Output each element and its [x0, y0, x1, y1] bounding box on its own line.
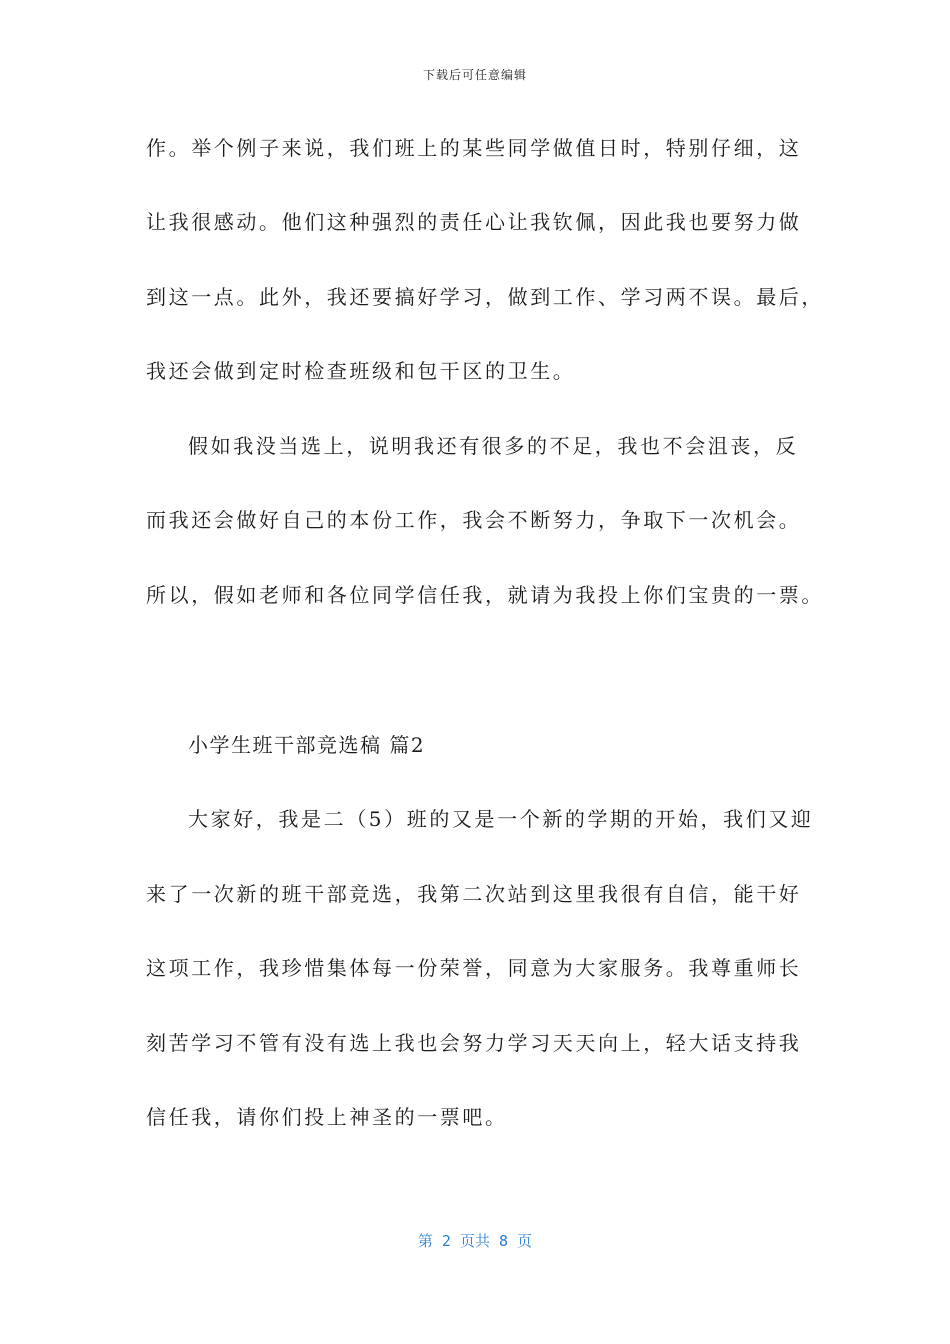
- section-heading: 小学生班干部竞选稿 篇2: [188, 733, 426, 757]
- body-line-2: 让我很感动。他们这种强烈的责任心让我钦佩，因此我也要努力做: [146, 210, 802, 234]
- body-line-6: 而我还会做好自己的本份工作，我会不断努力，争取下一次机会。: [146, 508, 802, 532]
- body-line-13: 信任我，请你们投上神圣的一票吧。: [146, 1105, 508, 1129]
- body-line-9: 大家好，我是二（5）班的又是一个新的学期的开始，我们又迎: [188, 807, 814, 831]
- body-line-3: 到这一点。此外，我还要搞好学习，做到工作、学习两不误。最后，: [146, 285, 824, 309]
- body-line-11: 这项工作，我珍惜集体每一份荣誉，同意为大家服务。我尊重师长: [146, 956, 802, 980]
- page-footer: 第 2 页共 8 页: [417, 1232, 533, 1250]
- body-line-5: 假如我没当选上，说明我还有很多的不足，我也不会沮丧，反: [188, 434, 799, 458]
- body-line-10: 来了一次新的班干部竞选，我第二次站到这里我很有自信，能干好: [146, 882, 802, 906]
- body-line-4: 我还会做到定时检查班级和包干区的卫生。: [146, 359, 576, 383]
- body-line-1: 作。举个例子来说，我们班上的某些同学做值日时，特别仔细，这: [146, 136, 802, 160]
- body-line-7: 所以，假如老师和各位同学信任我，就请为我投上你们宝贵的一票。: [146, 583, 824, 607]
- body-line-12: 刻苦学习不管有没有选上我也会努力学习天天向上，轻大话支持我: [146, 1031, 802, 1055]
- page-header: 下载后可任意编辑: [422, 68, 527, 82]
